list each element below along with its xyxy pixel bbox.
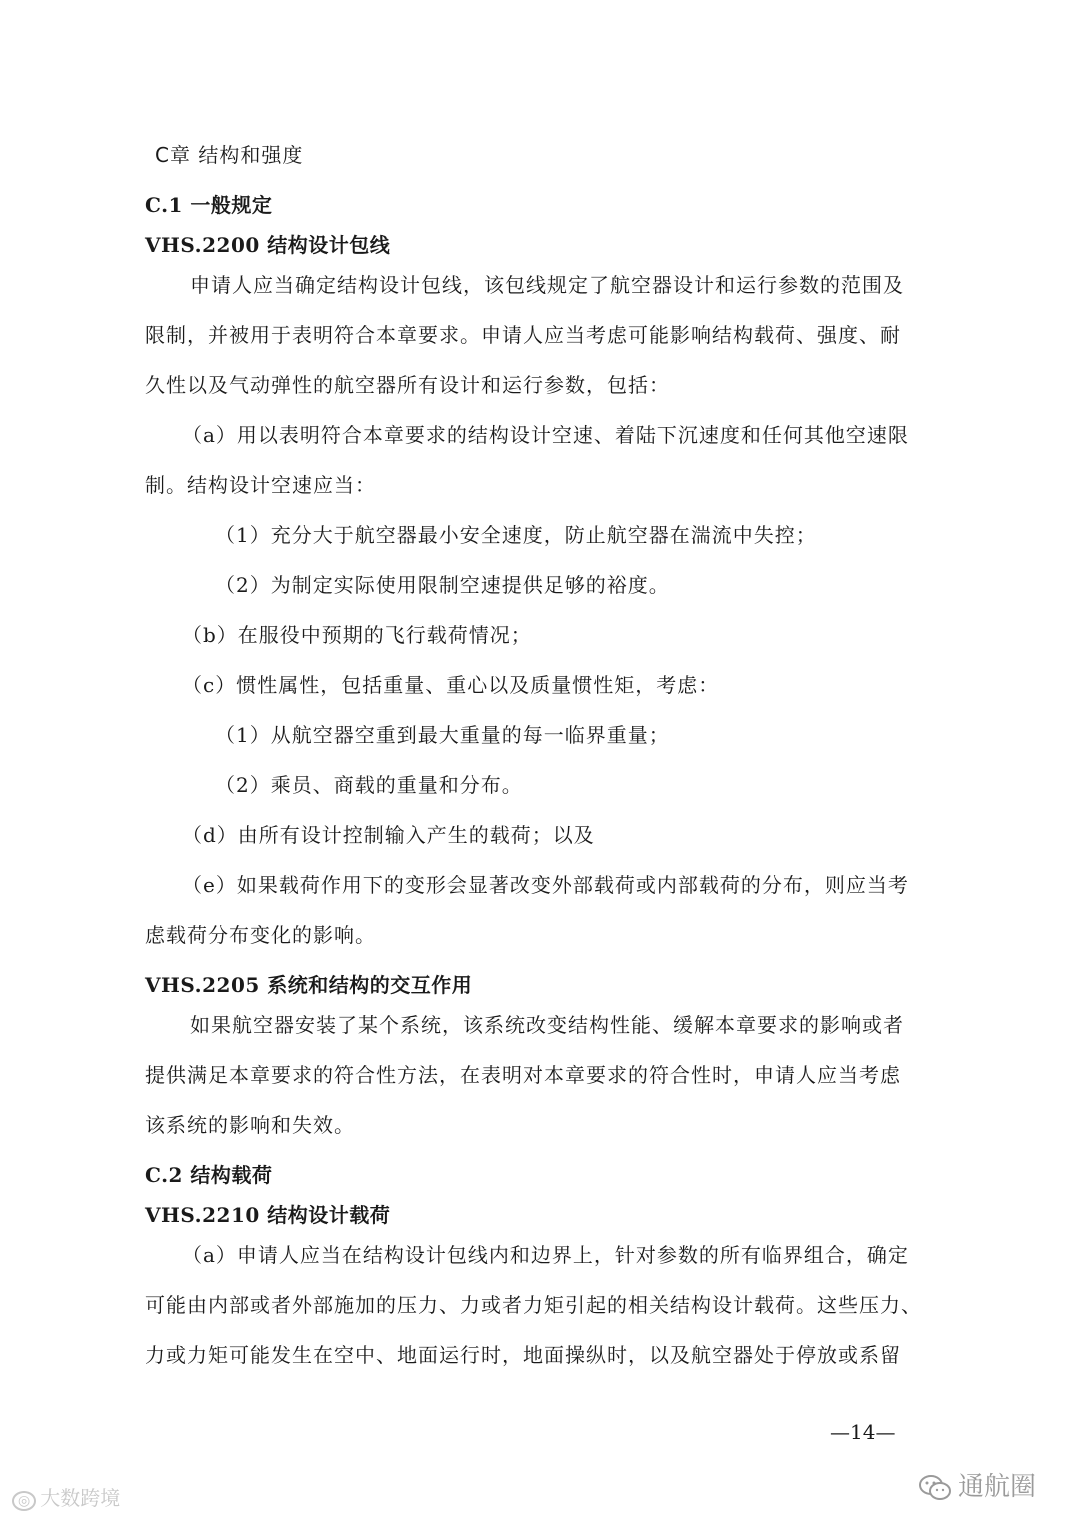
paragraph-line: 久性以及气动弹性的航空器所有设计和运行参数，包括： [145,373,670,397]
clause-heading: VHS.2210 结构设计载荷 [145,1203,391,1227]
list-item: （b）在服役中预期的飞行载荷情况； [182,623,532,647]
paragraph-line: 申请人应当确定结构设计包线，该包线规定了航空器设计和运行参数的范围及 [190,273,904,297]
paragraph-line: 制。结构设计空速应当： [145,473,376,497]
list-item: （a）用以表明符合本章要求的结构设计空速、着陆下沉速度和任何其他空速限 [182,423,909,447]
wechat-icon [918,1474,952,1502]
paragraph-line: 如果航空器安装了某个系统，该系统改变结构性能、缓解本章要求的影响或者 [190,1013,904,1037]
watermark-right [918,1466,1036,1503]
list-item: （a）申请人应当在结构设计包线内和边界上，针对参数的所有临界组合，确定 [182,1243,909,1267]
page-number: —14— [830,1420,896,1444]
sub-list-item: （1）充分大于航空器最小安全速度，防止航空器在湍流中失控； [215,523,817,547]
sub-list-item: （1）从航空器空重到最大重量的每一临界重量； [215,723,670,747]
paragraph-line: 虑载荷分布变化的影响。 [145,923,376,947]
sub-list-item: （2）为制定实际使用限制空速提供足够的裕度。 [215,573,670,597]
paragraph-line: 限制，并被用于表明符合本章要求。申请人应当考虑可能影响结构载荷、强度、耐 [145,323,901,347]
paragraph-line: 可能由内部或者外部施加的压力、力或者力矩引起的相关结构设计载荷。这些压力、 [145,1293,922,1317]
logo-icon: ◎ [12,1491,36,1511]
clause-heading: VHS.2205 系统和结构的交互作用 [145,973,473,997]
paragraph-line: 该系统的影响和失效。 [145,1113,355,1137]
watermark-right-text: 通航圈 [958,1472,1037,1502]
section-heading: C.2 结构载荷 [145,1163,273,1187]
sub-list-item: （2）乘员、商载的重量和分布。 [215,773,523,797]
list-item: （d）由所有设计控制输入产生的载荷；以及 [182,823,595,847]
paragraph-line: 力或力矩可能发生在空中、地面运行时，地面操纵时，以及航空器处于停放或系留 [145,1343,901,1367]
chapter-title: C章 结构和强度 [155,143,304,167]
section-heading: C.1 一般规定 [145,193,273,217]
watermark-left-text: 大数跨境 [40,1486,121,1510]
paragraph-line: 提供满足本章要求的符合性方法，在表明对本章要求的符合性时，申请人应当考虑 [145,1063,901,1087]
clause-heading: VHS.2200 结构设计包线 [145,233,391,257]
watermark-left [12,1482,120,1511]
list-item: （c）惯性属性，包括重量、重心以及质量惯性矩，考虑： [182,673,720,697]
list-item: （e）如果载荷作用下的变形会显著改变外部载荷或内部载荷的分布，则应当考 [182,873,909,897]
